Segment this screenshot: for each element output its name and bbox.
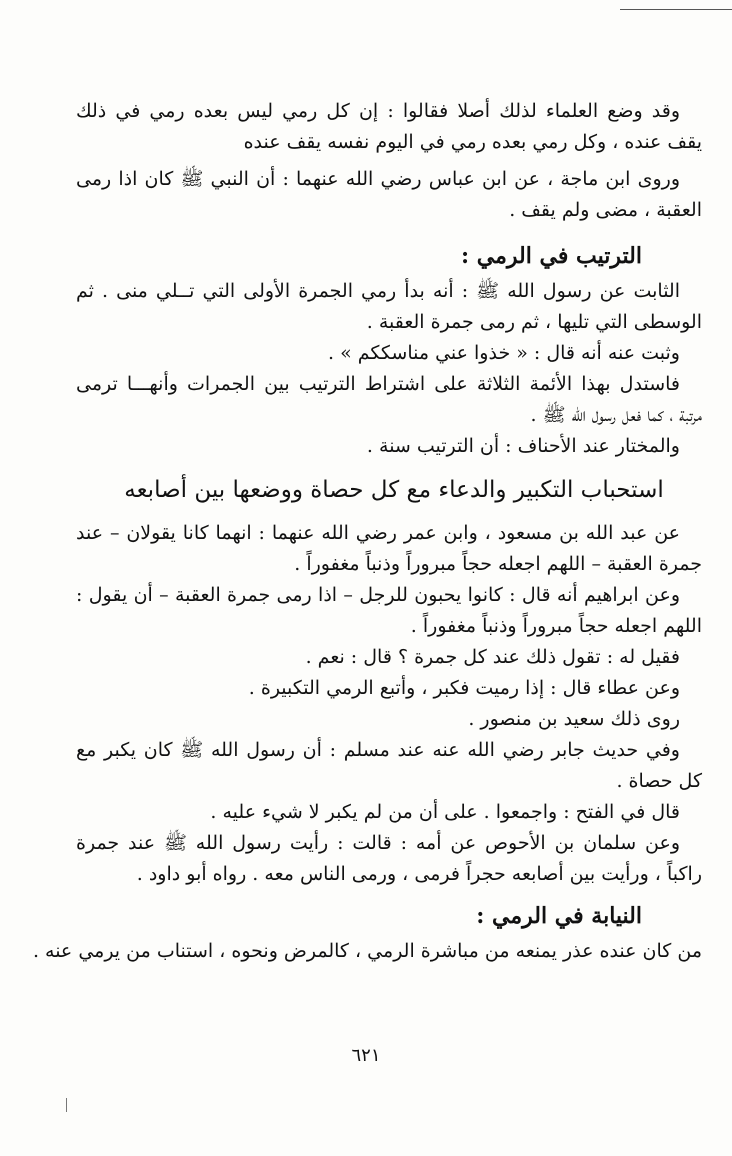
text-line: راكباً ، ورأيت بين أصابعه حجراً فرمى ، ورمى الناس معه . رواه أبو داود .	[136, 863, 702, 885]
top-rule	[620, 9, 732, 10]
section-heading: استحباب التكبير والدعاء مع كل حصاة ووضعها بين أصابعه	[124, 477, 664, 503]
niyaba-section	[32, 896, 702, 967]
page-body	[32, 96, 702, 967]
text-line: وعن سلمان بن الأحوص عن أمه : قالت : رأيت رسول الله ﷺ عند جمرة	[76, 832, 680, 854]
margin-mark	[66, 1098, 67, 1112]
text-line: فقيل له : تقول ذلك عند كل جمرة ؟ قال : نعم .	[305, 646, 680, 668]
intro-section	[76, 96, 702, 226]
section-heading: النيابة في الرمي :	[476, 903, 642, 929]
text-line: الثابت عن رسول الله ﷺ : أنه بدأ رمي الجمرة الأولى التي تــلي منى . ثم	[76, 280, 680, 302]
text-line: وفي حديث جابر رضي الله عنه عند مسلم : أن رسول الله ﷺ كان يكبر مع	[76, 739, 680, 761]
page-number: ٦٢١	[351, 1045, 381, 1066]
tarteeb-section	[76, 236, 702, 462]
text-line: وعن عطاء قال : إذا رميت فكبر ، وأتبع الرمي التكبيرة .	[248, 677, 680, 699]
text-line: والمختار عند الأحناف : أن الترتيب سنة .	[366, 435, 680, 457]
text-line: الوسطى التي تليها ، ثم رمى جمرة العقبة .	[366, 311, 702, 333]
text-line: وثبت عنه أنه قال : « خذوا عني مناسككم » .	[328, 342, 680, 364]
text-line: اللهم اجعله حجاً مبروراً وذنباً مغفوراً .	[410, 615, 702, 637]
text-line: العقبة ، مضى ولم يقف .	[509, 199, 702, 221]
text-line: فاستدل بهذا الأئمة الثلاثة على اشتراط الترتيب بين الجمرات وأنهـــا ترمى	[76, 373, 680, 395]
text-line: جمرة العقبة – اللهم اجعله حجاً مبروراً وذنباً مغفوراً .	[294, 553, 702, 575]
text-line: روى ذلك سعيد بن منصور .	[468, 708, 680, 730]
text-line: من كان عنده عذر يمنعه من مباشرة الرمي ، كالمرض ونحوه ، استناب من يرمي عنه .	[32, 940, 702, 962]
text-line: عن عبد الله بن مسعود ، وابن عمر رضي الله عنهما : انهما كانا يقولان – عند	[76, 522, 680, 544]
text-line: وعن ابراهيم أنه قال : كانوا يحبون للرجل – اذا رمى جمرة العقبة – أن يقول :	[76, 584, 680, 606]
text-line: وقد وضع العلماء لذلك أصلا فقالوا : إن كل رمي ليس بعده رمي في ذلك	[76, 100, 680, 122]
section-heading: الترتيب في الرمي :	[461, 243, 642, 269]
text-line: قال في الفتح : واجمعوا . على أن من لم يكبر لا شيء عليه .	[210, 801, 680, 823]
text-line: يقف عنده ، وكل رمي بعده رمي في اليوم نفسه يقف عنده	[243, 131, 702, 153]
text-line: كل حصاة .	[616, 770, 702, 792]
text-line: مرتبة ، كما فعل رسول الله ﷺ .	[530, 404, 702, 426]
text-line: وروى ابن ماجة ، عن ابن عباس رضي الله عنهما : أن النبي ﷺ كان اذا رمى	[76, 168, 680, 190]
takbeer-section	[76, 468, 702, 890]
